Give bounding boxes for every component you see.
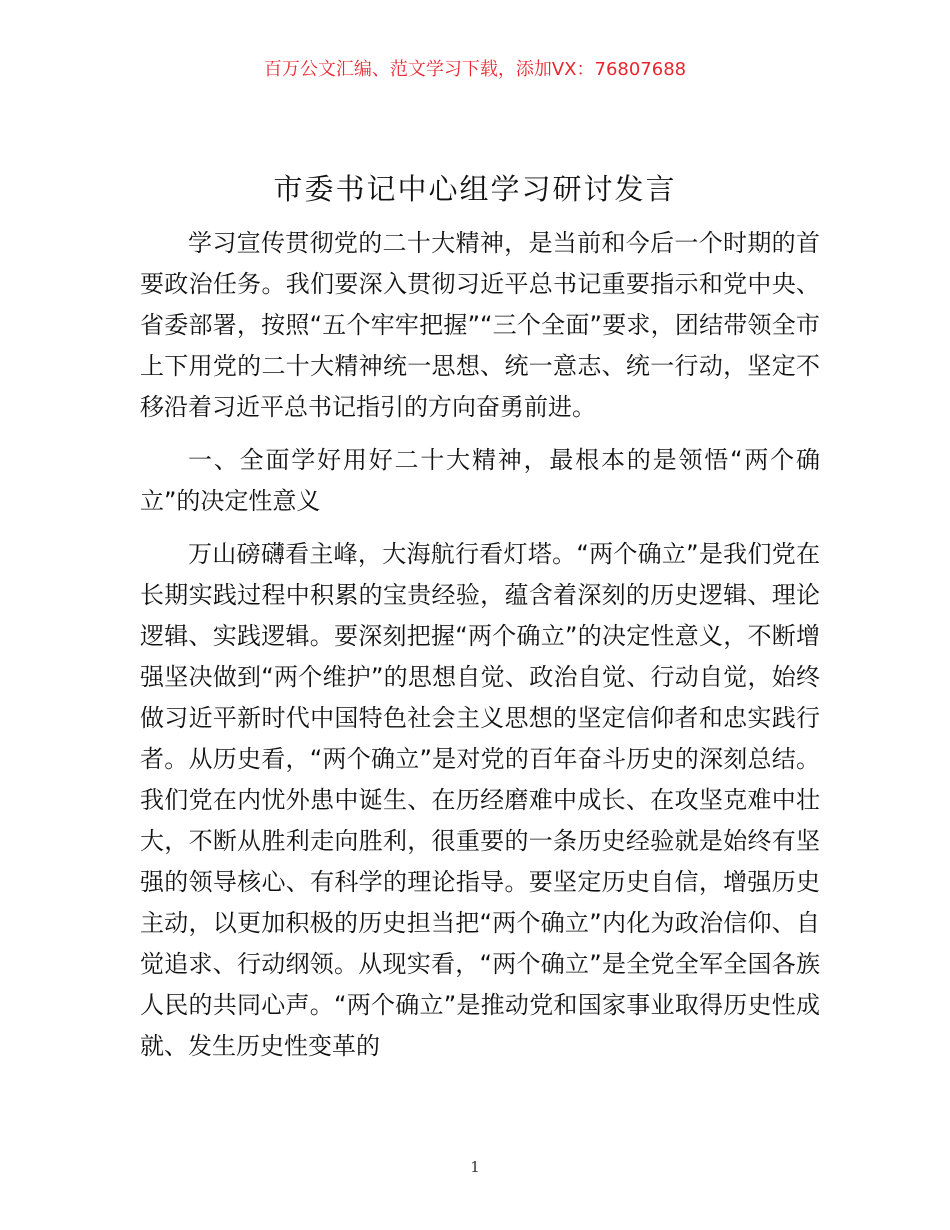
document-title: 市委书记中心组学习研讨发言 <box>273 172 677 206</box>
document-body <box>140 223 820 1067</box>
intro-paragraph: 学习宣传贯彻党的二十大精神，是当前和今后一个时期的首要政治任务。我们要深入贯彻习近平总书记重要指示和党中央、省委部署，按照“五个牢牢把握”“三个全面”要求，团结带领全市上下用党的二十大精神统一思想、统一意志、统一行动，坚定不移沿着习近平总书记指引的方向奋勇前进。 <box>140 229 820 421</box>
section-heading-1: 一、全面学好用好二十大精神，最根本的是领悟“两个确立”的决定性意义 <box>140 446 820 515</box>
page-number: 1 <box>470 1158 480 1176</box>
section-1-paragraph: 万山磅礴看主峰，大海航行看灯塔。“两个确立”是我们党在长期实践过程中积累的宝贵经验，蕴含着深刻的历史逻辑、理论逻辑、实践逻辑。要深刻把握“两个确立”的决定性意义，不断增强坚决做到“两个维护”的思想自觉、政治自觉、行动自觉，始终做习近平新时代中国特色社会主义思想的坚定信仰者和忠实践行者。从历史看，“两个确立”是对党的百年奋斗历史的深刻总结。我们党在内忧外患中诞生、在历经磨难中成长、在攻坚克难中壮大，不断从胜利走向胜利，很重要的一条历史经验就是始终有坚强的领导核心、有科学的理论指导。要坚定历史自信，增强历史主动，以更加积极的历史担当把“两个确立”内化为政治信仰、自觉追求、行动纲领。从现实看，“两个确立”是全党全军全国各族人民的共同心声。“两个确立”是推动党和国家事业取得历史性成就、发生历史性变革的 <box>140 540 820 1060</box>
header-watermark-note: 百万公文汇编、范文学习下载，添加VX：76807688 <box>263 59 687 80</box>
